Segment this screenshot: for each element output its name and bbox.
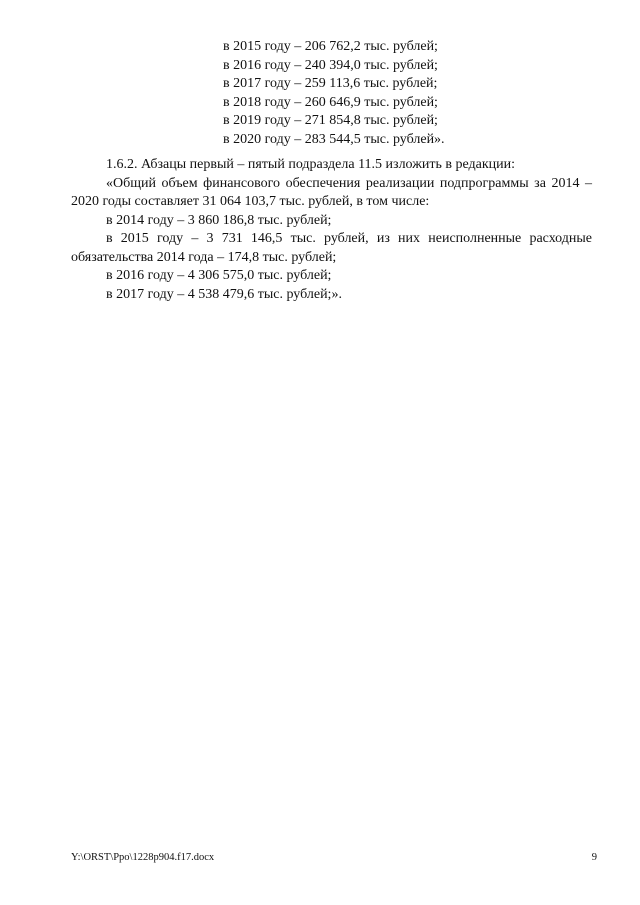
- page-number: 9: [591, 852, 597, 863]
- section-heading: 1.6.2. Абзацы первый – пятый подраздела 11.5 изложить в редакции:: [106, 157, 516, 172]
- list-item-2018: в 2018 году – 260 646,9 тыс. рублей;: [223, 94, 438, 110]
- footer-file-path: Y:\ORST\Ppo\1228p904.f17.docx: [71, 852, 215, 863]
- section-body: [71, 156, 592, 304]
- list-item-2020: в 2020 году – 283 544,5 тыс. рублей».: [223, 131, 445, 147]
- list-item-2016: в 2016 году – 240 394,0 тыс. рублей;: [223, 57, 438, 73]
- paragraph-2015: в 2015 году – 3 731 146,5 тыс. рублей, из них неисполненные расходные обязательства 2014 года – 174,8 тыс. рублей;: [71, 231, 592, 265]
- list-item-2017: в 2017 году – 259 113,6 тыс. рублей;: [223, 76, 438, 91]
- list-item-2015: в 2015 году – 206 762,2 тыс. рублей;: [223, 39, 438, 54]
- funding-by-year-list: [223, 38, 523, 149]
- line-2014: в 2014 году – 3 860 186,8 тыс. рублей;: [106, 212, 332, 228]
- line-2016: в 2016 году – 4 306 575,0 тыс. рублей;: [106, 268, 332, 283]
- line-2017: в 2017 году – 4 538 479,6 тыс. рублей;».: [106, 286, 342, 302]
- paragraph-total-funding: «Общий объем финансового обеспечения реализации подпрограммы за 2014 – 2020 годы составляет 31 064 103,7 тыс. рублей, в том числе:: [71, 175, 592, 209]
- list-item-2019: в 2019 году – 271 854,8 тыс. рублей;: [223, 113, 438, 128]
